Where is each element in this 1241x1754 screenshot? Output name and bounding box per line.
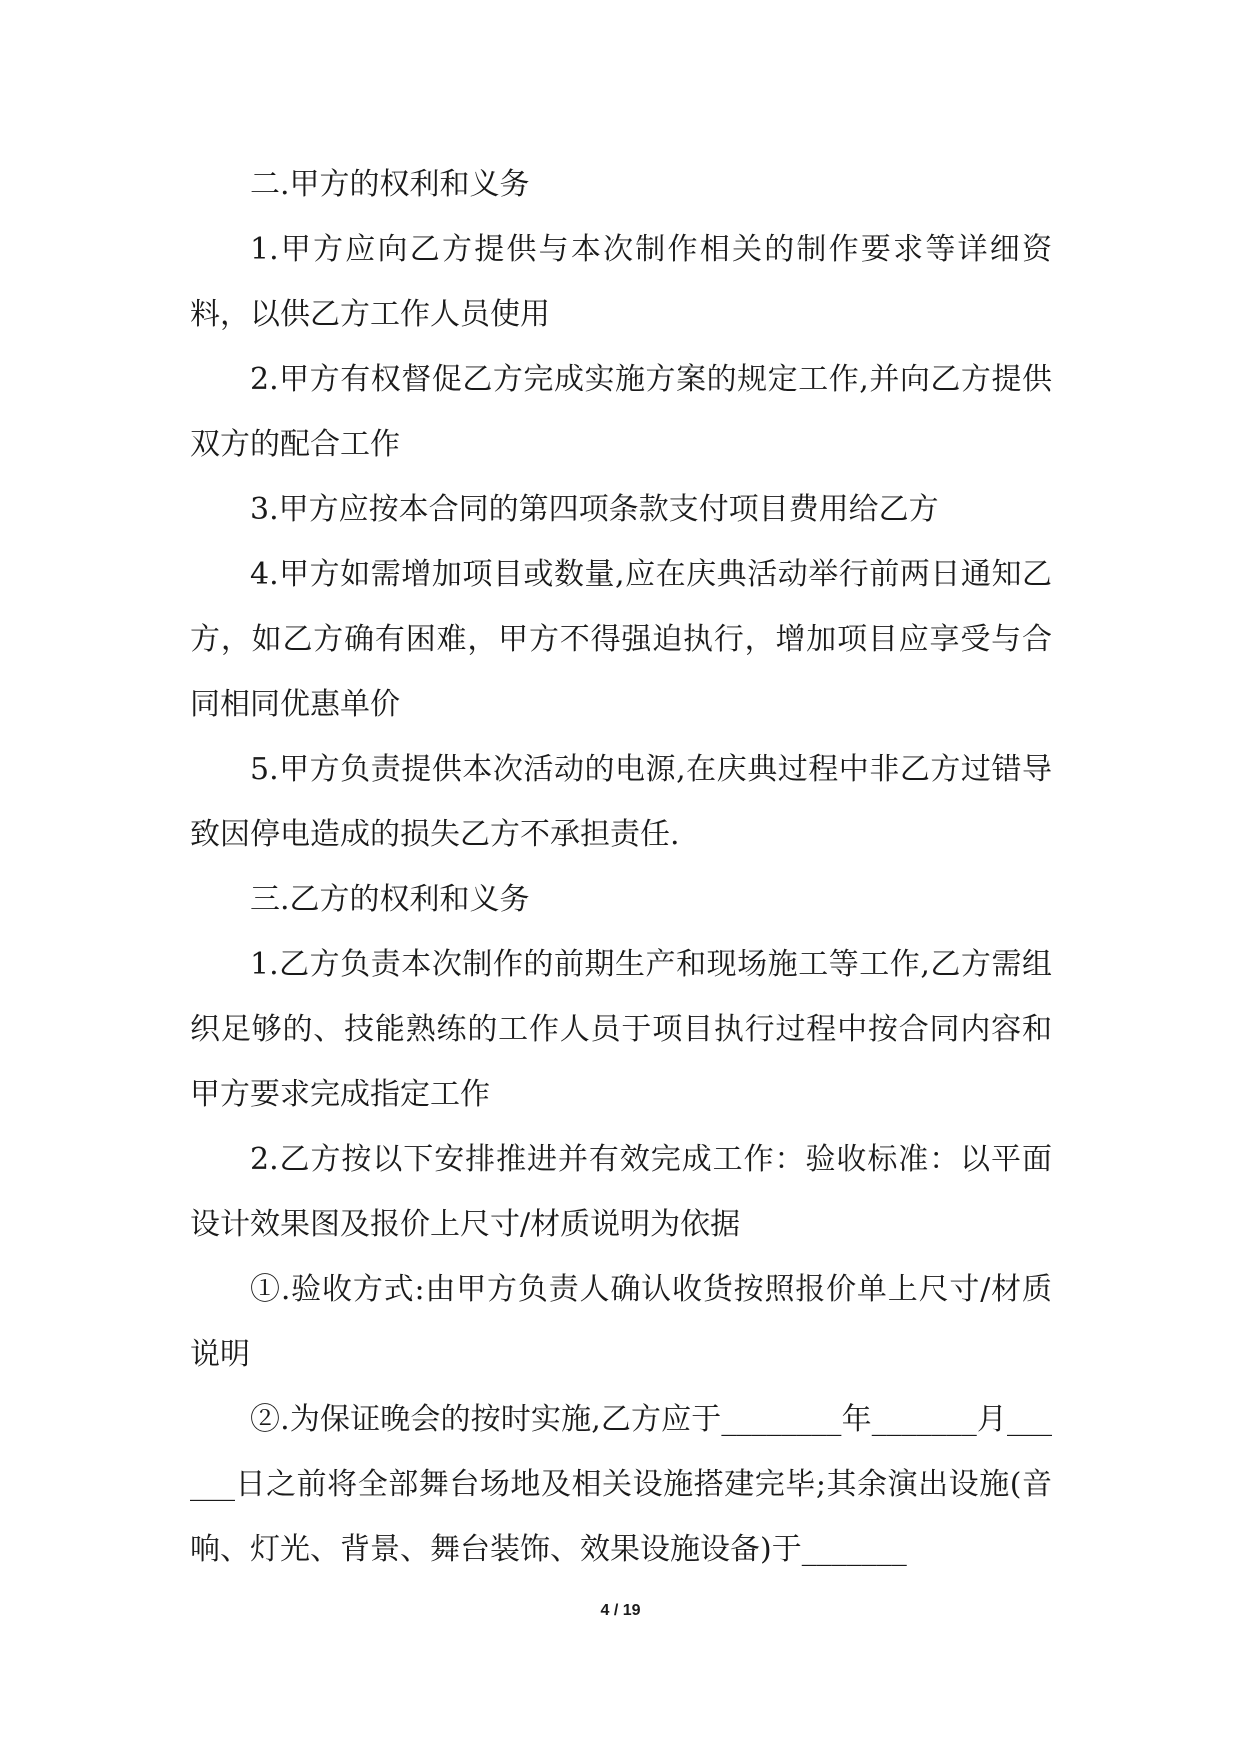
section-heading-party-a: 二.甲方的权利和义务 <box>250 167 530 202</box>
clause-b-2-item-2: ②.为保证晚会的按时实施,乙方应于________年_______月______日之前将全部舞台场地及相关设施搭建完毕;其余演出设施(音响、灯光、背景、舞台装饰、效果设施设备)于_______ <box>190 1402 1052 1567</box>
section-heading-party-b: 三.乙方的权利和义务 <box>250 882 530 917</box>
clause-a-2: 2.甲方有权督促乙方完成实施方案的规定工作,并向乙方提供双方的配合工作 <box>190 362 1052 462</box>
clause-b-1: 1.乙方负责本次制作的前期生产和现场施工等工作,乙方需组织足够的、技能熟练的工作人员于项目执行过程中按合同内容和甲方要求完成指定工作 <box>190 947 1052 1112</box>
clause-a-1: 1.甲方应向乙方提供与本次制作相关的制作要求等详细资料，以供乙方工作人员使用 <box>190 232 1052 332</box>
clause-b-2: 2.乙方按以下安排推进并有效完成工作：验收标准：以平面设计效果图及报价上尺寸/材质说明为依据 <box>190 1142 1052 1242</box>
clause-b-2-item-1: ①.验收方式:由甲方负责人确认收货按照报价单上尺寸/材质说明 <box>190 1272 1052 1372</box>
clause-a-3: 3.甲方应按本合同的第四项条款支付项目费用给乙方 <box>250 492 939 527</box>
page-number: 4 / 19 <box>600 1602 641 1619</box>
clause-a-4: 4.甲方如需增加项目或数量,应在庆典活动举行前两日通知乙方，如乙方确有困难，甲方不得强迫执行，增加项目应享受与合同相同优惠单价 <box>190 557 1052 722</box>
clause-a-5: 5.甲方负责提供本次活动的电源,在庆典过程中非乙方过错导致因停电造成的损失乙方不承担责任. <box>190 752 1052 852</box>
document-body <box>190 152 1052 1582</box>
